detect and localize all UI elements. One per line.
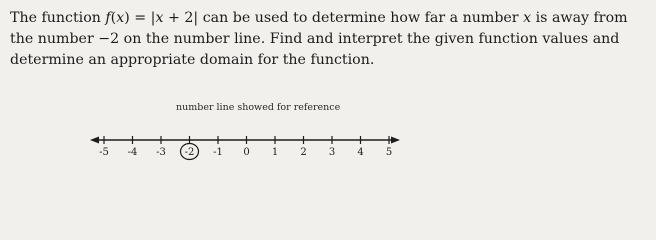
tick-label: -2 bbox=[184, 147, 195, 158]
tick-label: -5 bbox=[99, 147, 109, 158]
tick-label: 2 bbox=[300, 147, 307, 158]
tick-label: 3 bbox=[328, 147, 336, 158]
right-arrow-icon bbox=[391, 137, 400, 144]
tick-label: -3 bbox=[156, 147, 166, 158]
tick-label: 0 bbox=[243, 147, 250, 158]
tick-label: 4 bbox=[357, 147, 364, 158]
left-arrow-icon bbox=[90, 137, 99, 144]
tick-label: -1 bbox=[213, 147, 223, 158]
figure-caption: number line showed for reference bbox=[176, 102, 341, 113]
tick-label: 5 bbox=[385, 147, 393, 158]
problem-text: The function f(x) = |x + 2| can be used to determine how far a number x is away from the number −2 on the number line. Find and interpret the given function values and determine an appropriate domain for the function. bbox=[10, 10, 628, 68]
function-name: f bbox=[105, 10, 111, 26]
tick-label: 1 bbox=[271, 147, 279, 158]
tick-label: -4 bbox=[127, 147, 138, 158]
